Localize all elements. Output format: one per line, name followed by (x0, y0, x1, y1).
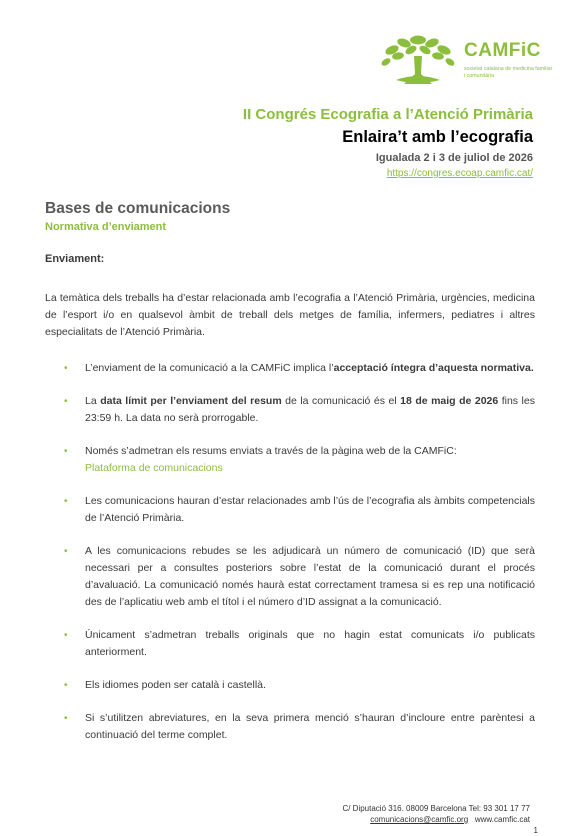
camfic-logo (378, 34, 553, 90)
congress-title: II Congrés Ecografia a l’Atenció Primària (242, 106, 533, 123)
submissions-platform-link[interactable]: Plataforma de comunicacions (85, 462, 223, 474)
page-number: 1 (533, 826, 538, 835)
bullet-icon: • (64, 396, 68, 407)
list-item (64, 677, 535, 694)
rule-bold-text: data límit per l’enviament del resum (100, 395, 282, 407)
rule-bold-text: 18 de maig de 2026 (400, 395, 499, 407)
section-subtitle: Normativa d’enviament (45, 221, 167, 233)
bullet-icon: • (64, 496, 68, 507)
rule-text: L’enviament de la comunicació a la CAMFiC implica l’ (85, 362, 334, 374)
bullet-icon: • (64, 363, 68, 374)
rule-text: La (85, 395, 101, 407)
footer-website-link[interactable]: www.camfic.cat (474, 815, 530, 824)
rule-text: fins les 23:59 h. La data no serà prorrogable. (85, 395, 535, 424)
congress-dates: Igualada 2 i 3 de juliol de 2026 (375, 152, 533, 164)
rule-text: A les comunicacions rebudes se les adjudicarà un número de comunicació (ID) que serà necessari per a consultes posteriors sobre l’estat de la comunicació durant el procés d’avaluació. La comunicació només haurà estat correctament tramesa si es rep una notificació des de l’aplicatiu web amb el títol i el número d’ID assignat a la comunicació. (85, 545, 535, 608)
list-item (64, 627, 535, 661)
bullet-icon: • (64, 713, 68, 724)
rule-text: Els idiomes poden ser català i castellà. (85, 679, 266, 691)
bullet-icon: • (64, 680, 68, 691)
footer-contact (370, 815, 530, 824)
logo-tagline: societat catalana de medicina familiar i comunitària (464, 66, 553, 79)
footer-address: C/ Diputació 316. 08009 Barcelona Tel: 93 301 17 77 (342, 804, 530, 813)
rule-text: Únicament s’admetran treballs originals que no hagin estat comunicats i/o publicats anteriorment. (85, 629, 535, 658)
rules-list (64, 360, 535, 760)
intro-paragraph: La temàtica dels treballs ha d’estar relacionada amb l’ecografia a l’Atenció Primària, urgències, medicina de l’esport i/o en qualsevol àmbit de treball dels metges de família, infermers, pediatres i altres especialitats de l’Atenció Primària. (45, 292, 535, 338)
footer-email-link[interactable]: comunicacions@camfic.org (370, 815, 469, 824)
rule-text: Només s’admetran els resums enviats a través de la pàgina web de la CAMFiC: (85, 445, 457, 457)
list-item (64, 710, 535, 744)
enviament-label: Enviament: (45, 253, 105, 265)
list-item (64, 493, 535, 527)
rule-text: Si s’utilitzen abreviatures, en la seva primera menció s’hauran d’incloure entre parèntesi a continuació del terme complet. (85, 712, 535, 741)
rule-text: de la comunicació és el (281, 395, 401, 407)
section-title: Bases de comunicacions (45, 200, 231, 217)
bullet-icon: • (64, 630, 68, 641)
bullet-icon: • (64, 446, 68, 457)
list-item (64, 443, 535, 477)
list-item (64, 360, 535, 377)
list-item (64, 393, 535, 427)
rule-text: Les comunicacions hauran d’estar relacionades amb l’ús de l’ecografia als àmbits competencials de l’Atenció Primària. (85, 495, 535, 524)
list-item (64, 543, 535, 611)
logo-brand-text: CAMFiC (464, 40, 541, 61)
congress-subtitle: Enlaira’t amb l’ecografia (342, 128, 533, 146)
congress-url-link[interactable]: https://congres.ecoap.camfic.cat/ (386, 168, 533, 179)
bullet-icon: • (64, 546, 68, 557)
rule-bold-text: acceptació íntegra d’aquesta normativa. (333, 362, 534, 374)
tree-logo-icon (378, 34, 462, 90)
